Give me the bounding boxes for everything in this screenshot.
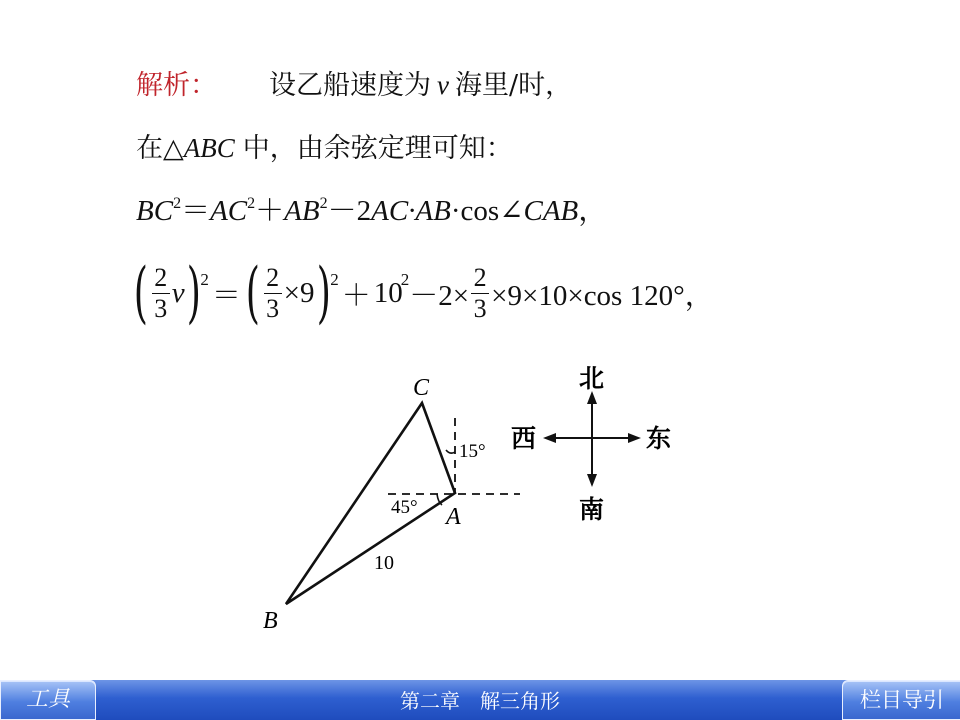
compass-west: 西: [511, 424, 537, 453]
triangle-name: ABC: [183, 133, 235, 163]
denominator: 3: [266, 293, 280, 323]
paren-close-2: ): [316, 254, 331, 331]
ten: 10: [373, 276, 403, 309]
paren-open-1: (: [133, 254, 148, 331]
term-ac-ab: AC·AB: [371, 195, 451, 227]
exp-3: 2: [400, 270, 410, 289]
arrow-south-icon: [587, 474, 597, 487]
exp-2: 2: [330, 270, 339, 289]
eq-sign-2: ＝: [211, 279, 241, 312]
paren-close-1: ): [186, 254, 201, 331]
plus-sign: ＋: [255, 195, 285, 227]
eq-sign: ＝: [181, 195, 211, 227]
term-bc: BC: [136, 195, 174, 227]
solution-label: 解析：: [136, 70, 217, 101]
angle-symbol: ∠: [499, 195, 524, 227]
compass-east: 东: [646, 424, 672, 453]
variable-v: v: [437, 70, 449, 100]
label-b: B: [263, 608, 278, 634]
denominator: 3: [473, 293, 487, 323]
label-c: C: [413, 375, 430, 401]
angle-45-label: 45°: [391, 497, 418, 518]
label-a: A: [446, 504, 461, 530]
section-nav-button[interactable]: 栏目导引: [842, 680, 960, 720]
times-nine: ×9: [283, 276, 315, 309]
line1-suffix: 海里/时，: [454, 70, 573, 101]
numerator: 2: [473, 262, 487, 292]
arrow-east-icon: [628, 433, 641, 443]
exp-bc: 2: [173, 195, 182, 212]
line2-text-a: 在△: [136, 133, 184, 164]
compass-north: 北: [579, 364, 605, 393]
plus-sign-2: ＋: [341, 279, 371, 312]
line1-prefix: 设乙船速度为: [269, 70, 431, 101]
arrow-west-icon: [543, 433, 556, 443]
comma: ，: [578, 195, 608, 227]
term-ab: AB: [284, 195, 320, 227]
tools-button[interactable]: 工具: [0, 680, 96, 720]
chapter-title: 第二章 解三角形: [400, 689, 560, 713]
formula-tail: ×9×10×cos 120°，: [491, 279, 714, 312]
denominator: 3: [154, 293, 168, 323]
angle-15-arc: [446, 450, 455, 453]
minus-two-times: －2×: [409, 279, 470, 312]
paren-open-2: (: [245, 254, 260, 331]
exp-ac: 2: [247, 195, 256, 212]
triangle-abc: [286, 403, 455, 604]
term-cab: CAB: [523, 195, 579, 227]
numerator: 2: [266, 262, 280, 292]
line2-text-c: 中，由余弦定理可知：: [242, 133, 513, 164]
term-ac: AC: [210, 195, 248, 227]
exp-1: 2: [200, 270, 209, 289]
numerator: 2: [154, 262, 168, 292]
angle-15-label: 15°: [459, 441, 486, 462]
cos-text: ·cos: [450, 195, 500, 227]
exp-ab: 2: [319, 195, 328, 212]
compass-south: 南: [579, 495, 605, 524]
minus-two: －2: [327, 195, 372, 227]
side-ab-label: 10: [374, 552, 394, 574]
variable-v-2: v: [171, 276, 185, 309]
